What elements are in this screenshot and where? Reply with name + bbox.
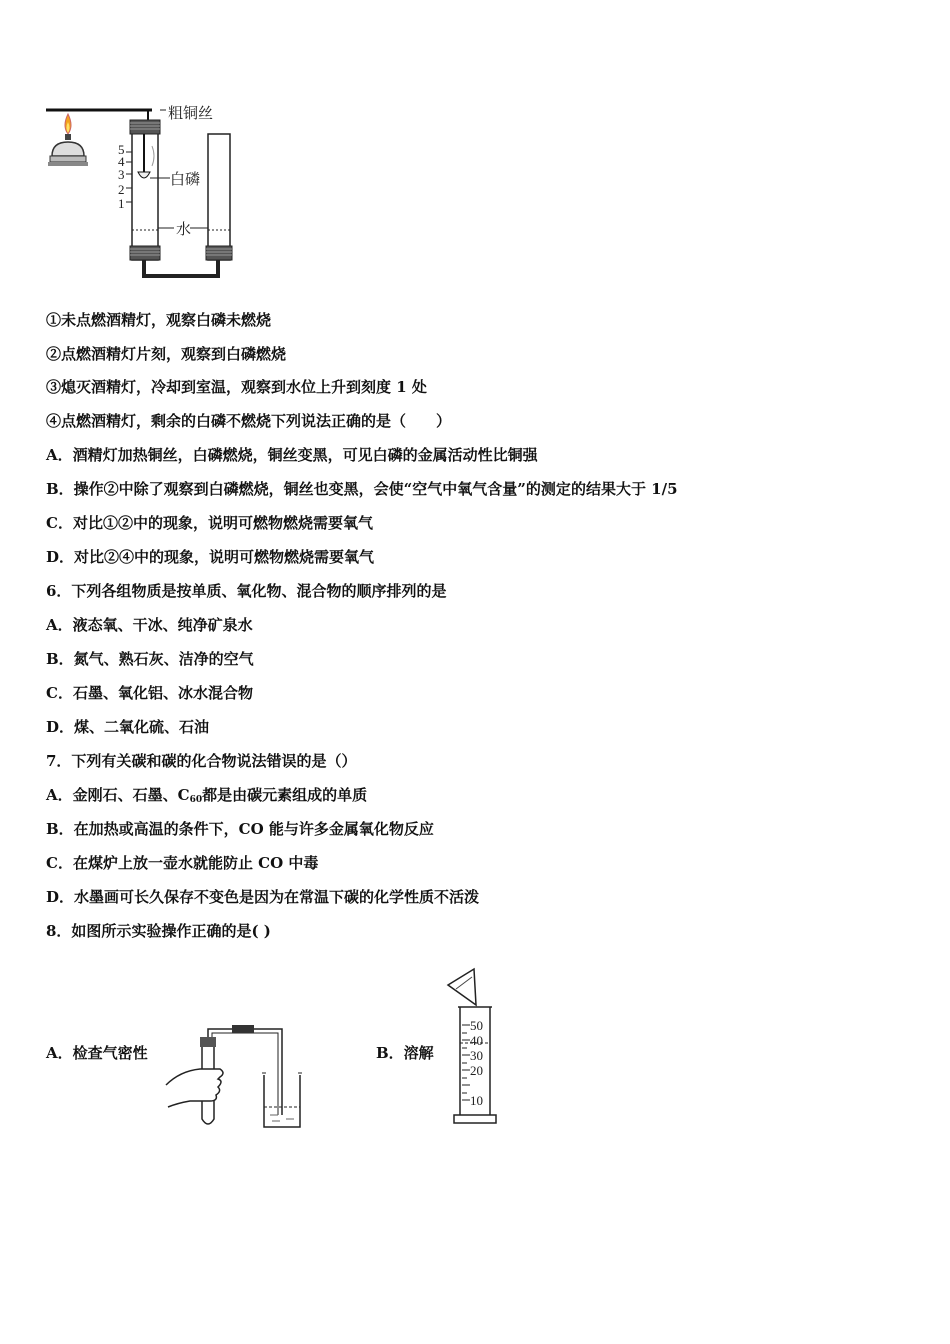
label-water: 水 [176,220,192,238]
statement-2: ②点燃酒精灯片刻，观察到白磷燃烧 [46,345,287,363]
q8-option-b-label: B．溶解 [376,1044,434,1062]
cylinder-scale-mark: 40 [470,1033,483,1048]
scale-mark: 3 [118,167,125,182]
q6-option-a: A．液态氧、干冰、纯净矿泉水 [46,616,253,634]
apparatus-figure [40,100,250,285]
question-8: 8．如图所示实验操作正确的是( ) [46,922,271,940]
rubber-tube [144,260,218,276]
q6-option-b: B．氮气、熟石灰、洁净的空气 [46,650,254,668]
cylinder-scale-mark: 20 [470,1063,483,1078]
cylinder-scale-mark: 30 [470,1048,483,1063]
label-white-phosphorus: 白磷 [170,170,201,188]
question-7: 7．下列有关碳和碳的化合物说法错误的是（） [46,752,357,770]
airtightness-check-figure [160,1015,310,1135]
q5-option-d: D．对比②④中的现象，说明可燃物燃烧需要氧气 [46,548,375,566]
statement-1: ①未点燃酒精灯，观察白磷未燃烧 [46,311,272,329]
q6-option-d: D．煤、二氧化硫、石油 [46,718,210,736]
q6-option-c: C．石墨、氧化铝、冰水混合物 [46,684,253,702]
scale-mark: 5 [118,142,125,157]
q5-option-a: A．酒精灯加热铜丝，白磷燃烧，铜丝变黑，可见白磷的金属活动性比铜强 [46,446,538,464]
right-tube [208,134,230,260]
scale-mark: 2 [118,182,125,197]
question-6: 6．下列各组物质是按单质、氧化物、混合物的顺序排列的是 [46,582,447,600]
q7-a-suffix: 都是由碳元素组成的单质 [202,786,368,804]
q8-option-a-label: A．检查气密性 [46,1044,148,1062]
scale-mark: 4 [118,154,125,169]
q7-option-b: B．在加热或高温的条件下，CO 能与许多金属氧化物反应 [46,820,434,838]
q7-option-d: D．水墨画可长久保存不变色是因为在常温下碳的化学性质不活泼 [46,888,480,906]
q5-option-c: C．对比①②中的现象，说明可燃物燃烧需要氧气 [46,514,373,532]
q7-option-c: C．在煤炉上放一壶水就能防止 CO 中毒 [46,854,319,872]
statement-4: ④点燃酒精灯，剩余的白磷不燃烧下列说法正确的是（ ） [46,412,452,430]
q5-option-b: B．操作②中除了观察到白磷燃烧，铜丝也变黑，会使“空气中氧气含量”的测定的结果大于 1/5 [46,480,678,498]
cylinder-scale-mark: 10 [470,1093,483,1108]
statement-3: ③熄灭酒精灯，冷却到室温，观察到水位上升到刻度 1 处 [46,378,427,396]
alcohol-lamp-icon [48,114,88,166]
label-copper-wire: 粗铜丝 [168,104,214,122]
cylinder-scale-mark: 50 [470,1018,483,1033]
q7-a-prefix: A．金刚石、石墨、C [46,786,190,804]
q7-option-a [46,785,367,810]
q7-a-subscript: 60 [189,795,203,805]
scale-mark: 1 [118,196,125,211]
